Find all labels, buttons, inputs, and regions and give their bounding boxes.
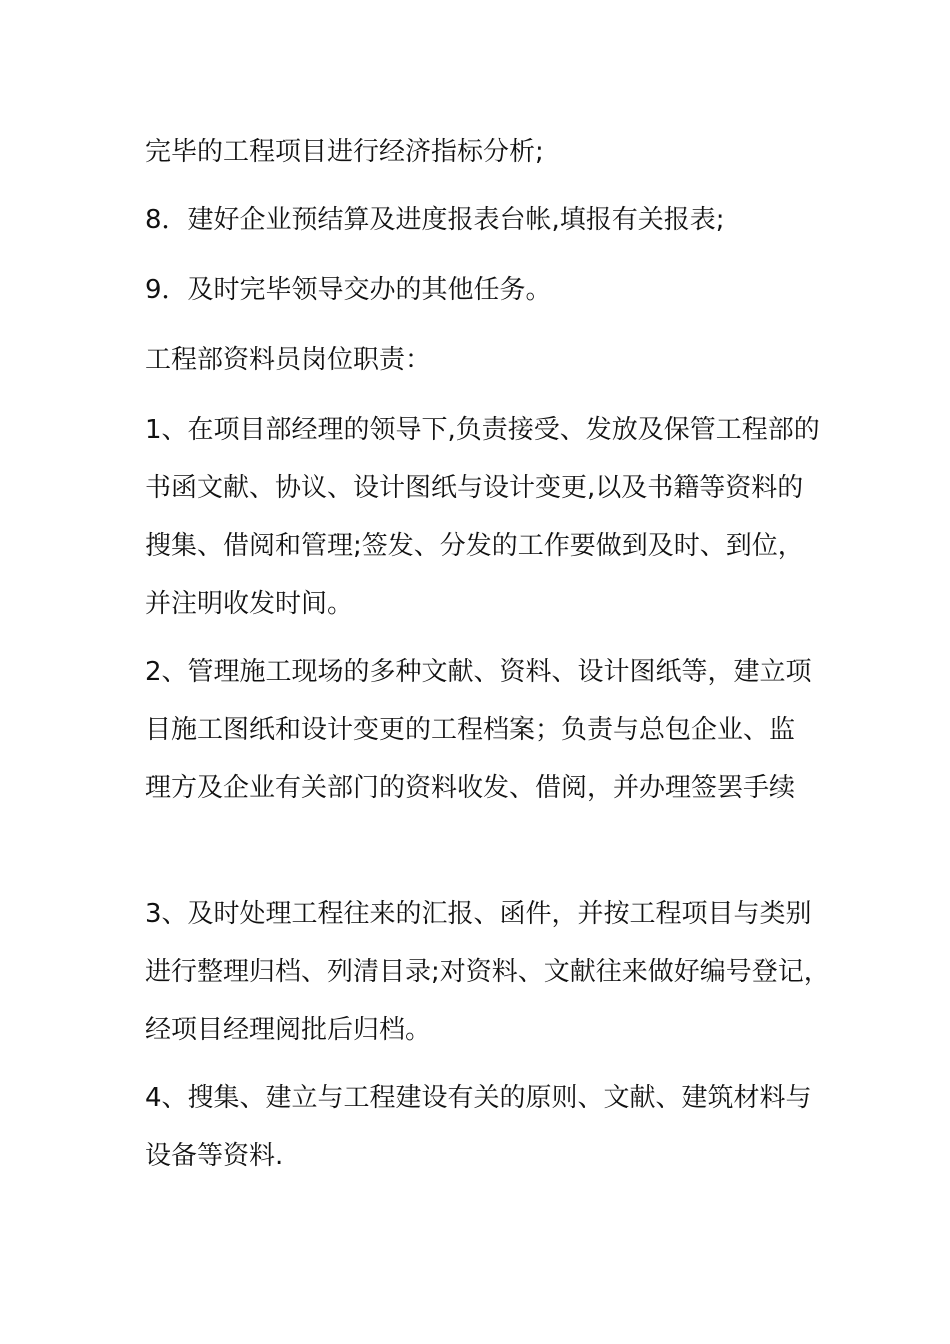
text-line: 设备等资料.: [145, 1141, 284, 1171]
text-line: 2、管理施工现场的多种文献、资料、设计图纸等，建立项: [145, 657, 812, 687]
text-line: 经项目经理阅批后归档。: [145, 1015, 432, 1045]
text-line: 9．及时完毕领导交办的其他任务。: [145, 275, 552, 305]
text-line: 书函文献、协议、设计图纸与设计变更,以及书籍等资料的: [145, 473, 804, 503]
text-line: 理方及企业有关部门的资料收发、借阅，并办理签罢手续: [145, 773, 796, 803]
text-line: 进行整理归档、列清目录;对资料、文献往来做好编号登记，: [145, 957, 830, 987]
text-line: 3、及时处理工程往来的汇报、函件，并按工程项目与类别: [145, 899, 812, 929]
text-line: 并注明收发时间。: [145, 589, 354, 619]
section-heading: 工程部资料员岗位职责：: [145, 345, 432, 375]
text-line: 完毕的工程项目进行经济指标分析;: [145, 137, 544, 167]
text-line: 4、搜集、建立与工程建设有关的原则、文献、建筑材料与: [145, 1083, 812, 1113]
text-line: 目施工图纸和设计变更的工程档案；负责与总包企业、监: [145, 715, 796, 745]
text-line: 8．建好企业预结算及进度报表台帐,填报有关报表;: [145, 205, 725, 235]
text-line: 1、在项目部经理的领导下,负责接受、发放及保管工程部的: [145, 415, 820, 445]
text-line: 搜集、借阅和管理;签发、分发的工作要做到及时、到位，: [145, 531, 804, 561]
